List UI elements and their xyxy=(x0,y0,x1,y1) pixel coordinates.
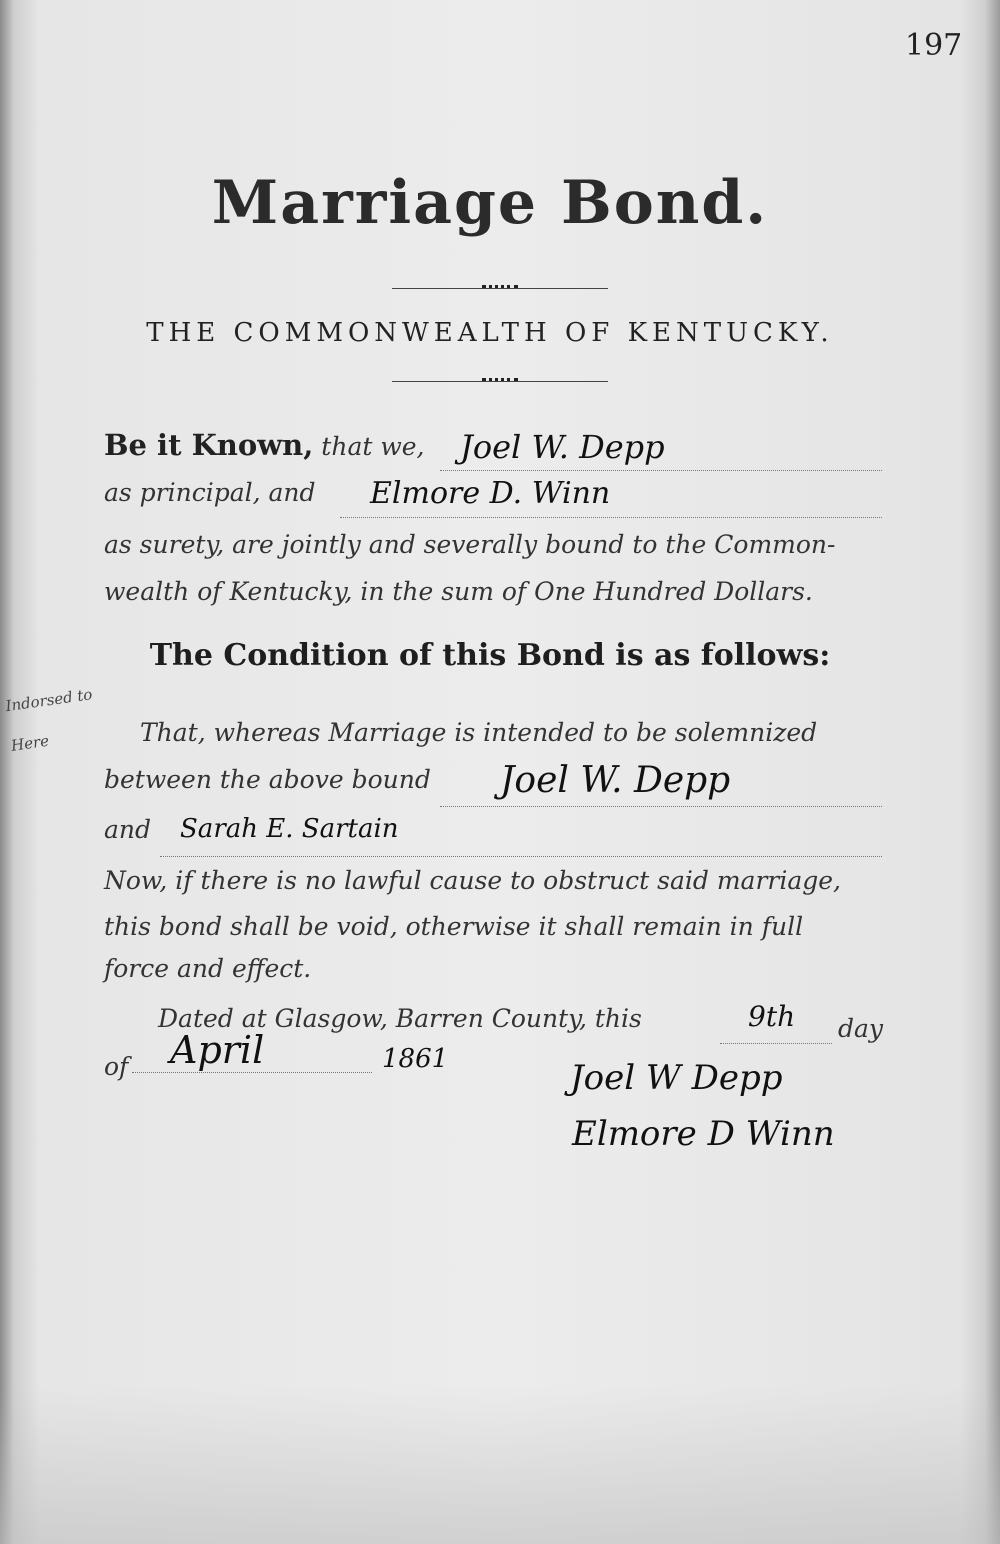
day-label: day xyxy=(838,1014,884,1043)
dated-line: Dated at Glasgow, Barren County, this xyxy=(158,1004,642,1033)
condition-line-4: Now, if there is no lawful cause to obstruct said marriage, xyxy=(104,866,841,895)
condition-line-5: this bond shall be void, otherwise it shall remain in full xyxy=(104,912,804,941)
groom-name: Joel W. Depp xyxy=(500,760,731,801)
month-value: April xyxy=(170,1028,265,1072)
surety-name: Elmore D. Winn xyxy=(370,476,611,511)
margin-note-line-2: Here xyxy=(9,731,51,755)
that-we-label: that we, xyxy=(321,432,425,461)
bride-name: Sarah E. Sartain xyxy=(180,814,399,844)
divider-bottom xyxy=(392,381,608,382)
condition-line-1: That, whereas Marriage is intended to be solemnized xyxy=(140,718,818,747)
intro-line-3: as surety, are jointly and severally bound to the Common- xyxy=(104,530,836,559)
intro-line-1 xyxy=(104,428,424,462)
day-value: 9th xyxy=(748,1000,796,1033)
signature-principal: Joel W Depp xyxy=(570,1058,783,1098)
document-title: Marriage Bond. xyxy=(211,168,769,238)
intro-line-2: as principal, and xyxy=(104,478,316,507)
of-label: of xyxy=(104,1052,129,1081)
be-it-known-label: Be it Known, xyxy=(104,428,314,462)
signature-surety: Elmore D Winn xyxy=(572,1114,835,1154)
condition-line-6: force and effect. xyxy=(104,954,312,983)
month-blank xyxy=(132,1072,372,1073)
margin-note xyxy=(3,674,101,765)
margin-note-line-1: Indorsed to xyxy=(4,685,94,716)
page-number: 197 xyxy=(905,28,963,63)
and-label: and xyxy=(104,815,152,844)
principal-blank xyxy=(440,470,882,471)
intro-line-4: wealth of Kentucky, in the sum of One Hundred Dollars. xyxy=(104,577,813,606)
principal-name: Joel W. Depp xyxy=(460,428,665,466)
divider-top xyxy=(392,288,608,289)
condition-line-2: between the above bound xyxy=(104,765,431,794)
condition-line-3 xyxy=(104,815,151,844)
bride-blank xyxy=(160,856,882,857)
condition-heading: The Condition of this Bond is as follows: xyxy=(149,638,831,673)
surety-blank xyxy=(340,517,882,518)
commonwealth-heading: THE COMMONWEALTH OF KENTUCKY. xyxy=(146,318,834,348)
year-value: 1861 xyxy=(382,1044,449,1074)
groom-blank xyxy=(440,806,882,807)
day-blank xyxy=(720,1043,832,1044)
